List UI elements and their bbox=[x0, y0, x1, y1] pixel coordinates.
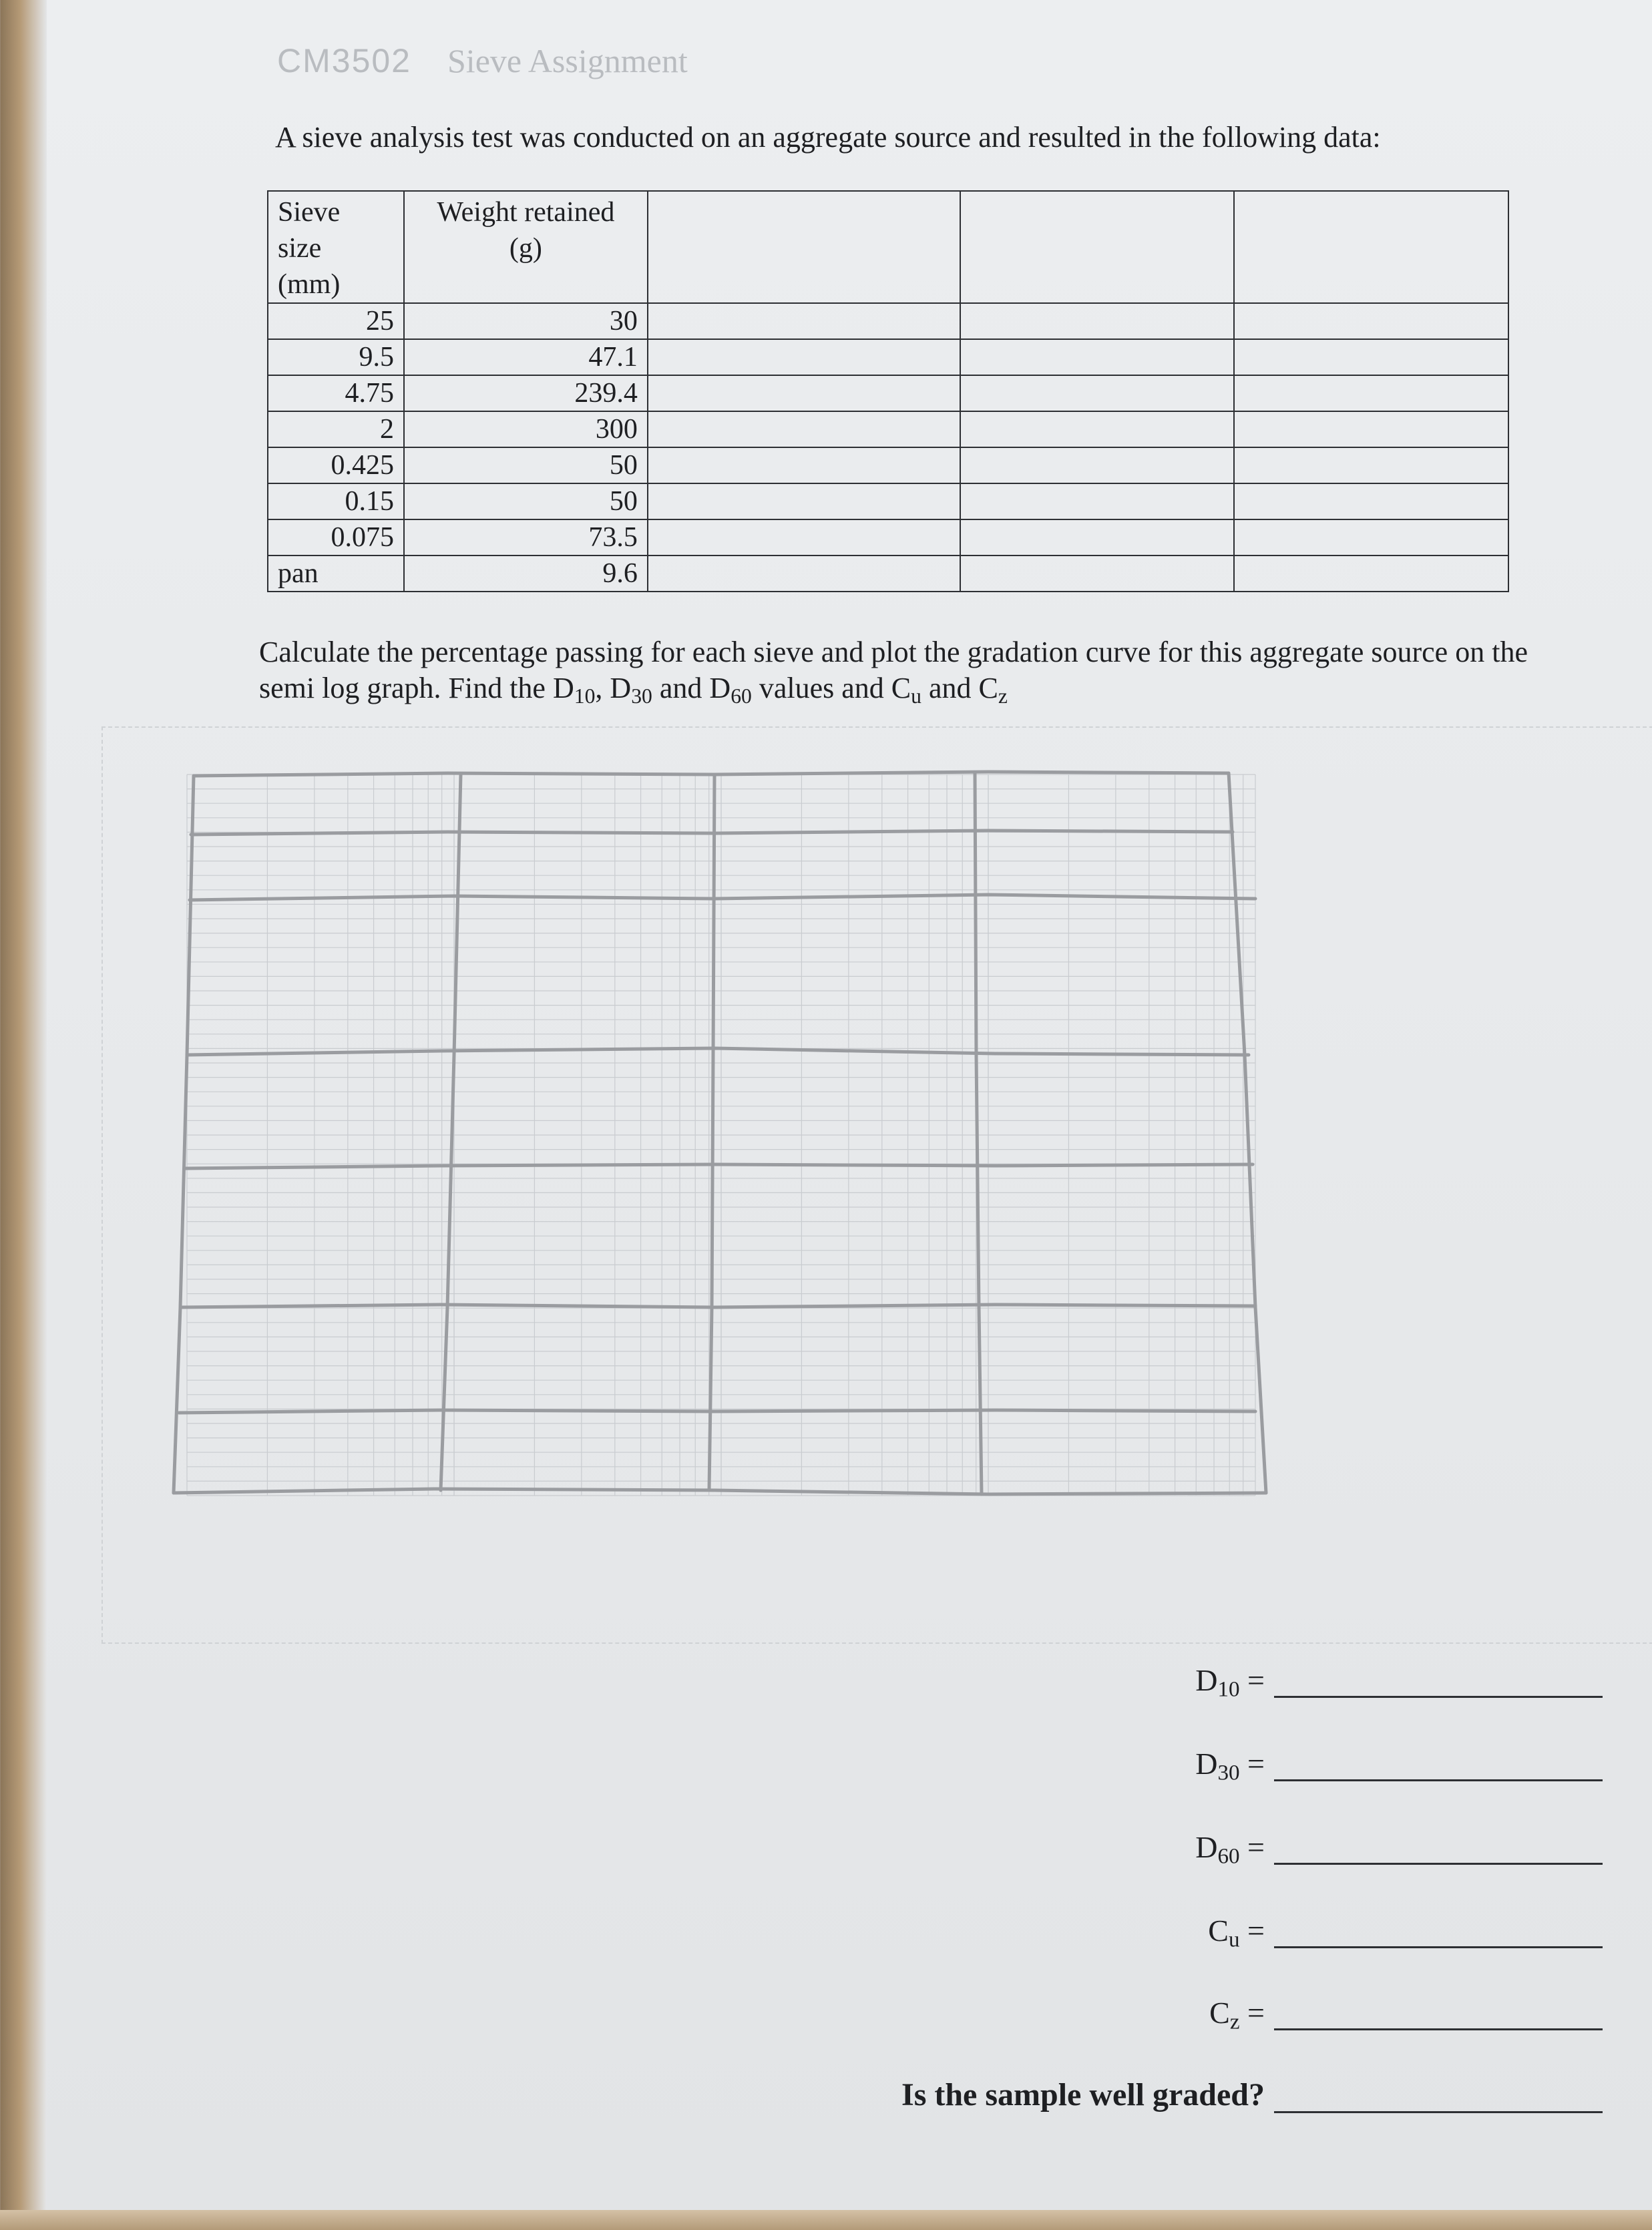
separator: and bbox=[921, 672, 979, 704]
empty-column-header bbox=[648, 191, 960, 303]
empty-cell bbox=[960, 303, 1235, 339]
answer-symbol: D bbox=[1195, 1830, 1218, 1864]
empty-cell bbox=[648, 447, 960, 483]
pencil-horizontal-line bbox=[187, 1048, 1249, 1055]
cu-subscript: u bbox=[911, 684, 921, 708]
pencil-horizontal-line bbox=[184, 1164, 1253, 1168]
pencil-horizontal-line bbox=[190, 895, 1255, 900]
answer-subscript: 30 bbox=[1217, 1760, 1240, 1785]
sieve-size-cell: 25 bbox=[268, 303, 404, 339]
well-graded-question-row bbox=[901, 2076, 1603, 2113]
empty-cell bbox=[648, 339, 960, 375]
empty-cell bbox=[1234, 447, 1508, 483]
table-row bbox=[268, 375, 1508, 411]
sieve-size-cell: 2 bbox=[268, 411, 404, 447]
empty-cell bbox=[960, 483, 1235, 519]
cu-symbol: C bbox=[891, 672, 911, 704]
pencil-horizontal-line bbox=[182, 1305, 1255, 1307]
answer-subscript: 10 bbox=[1217, 1677, 1240, 1702]
weight-cell: 73.5 bbox=[404, 519, 648, 555]
header-sieve-size bbox=[268, 191, 404, 303]
cz-answer-row bbox=[1209, 1995, 1603, 2034]
d60-label bbox=[1195, 1829, 1265, 1869]
empty-cell bbox=[1234, 411, 1508, 447]
sieve-size-cell: 0.075 bbox=[268, 519, 404, 555]
cu-label bbox=[1208, 1913, 1265, 1952]
separator: , bbox=[595, 672, 610, 704]
cz-label bbox=[1209, 1995, 1265, 2034]
pencil-vertical-line bbox=[1229, 773, 1266, 1493]
empty-cell bbox=[1234, 483, 1508, 519]
answer-equals: = bbox=[1239, 1747, 1265, 1781]
d30-answer-row bbox=[1195, 1746, 1603, 1785]
table-header-row bbox=[268, 191, 1508, 303]
empty-cell bbox=[648, 375, 960, 411]
weight-cell: 50 bbox=[404, 447, 648, 483]
answer-equals: = bbox=[1239, 1663, 1265, 1697]
empty-cell bbox=[960, 411, 1235, 447]
d30-subscript: 30 bbox=[631, 684, 652, 708]
answer-subscript: z bbox=[1229, 2009, 1240, 2034]
separator: and bbox=[652, 672, 710, 704]
answer-symbol: C bbox=[1209, 1996, 1230, 2030]
header-sieve-line3: (mm) bbox=[278, 269, 341, 300]
empty-cell bbox=[1234, 303, 1508, 339]
d10-answer-row bbox=[1195, 1662, 1603, 1702]
empty-cell bbox=[960, 555, 1235, 592]
empty-cell bbox=[648, 303, 960, 339]
sieve-size-cell: 0.425 bbox=[268, 447, 404, 483]
fine-grid-lines bbox=[187, 774, 1255, 1496]
header-weight-line1: Weight retained bbox=[437, 197, 615, 228]
empty-cell bbox=[960, 447, 1235, 483]
weight-cell: 30 bbox=[404, 303, 648, 339]
d10-answer-line[interactable] bbox=[1274, 1666, 1603, 1698]
answer-symbol: D bbox=[1195, 1747, 1218, 1781]
answer-subscript: 60 bbox=[1217, 1843, 1240, 1869]
table-row bbox=[268, 411, 1508, 447]
answer-equals: = bbox=[1239, 1914, 1265, 1948]
d60-subscript: 60 bbox=[731, 684, 752, 708]
cu-answer-row bbox=[1208, 1913, 1603, 1952]
weight-cell: 50 bbox=[404, 483, 648, 519]
instructions-mid: values and bbox=[751, 672, 891, 704]
intro-text: A sieve analysis test was conducted on an aggregate source and resulted in the following data: bbox=[275, 121, 1381, 154]
table-row bbox=[268, 339, 1508, 375]
d10-symbol: D bbox=[552, 672, 574, 704]
pencil-vertical-line bbox=[709, 774, 714, 1490]
weight-cell: 47.1 bbox=[404, 339, 648, 375]
sieve-size-cell: pan bbox=[268, 555, 404, 592]
empty-cell bbox=[1234, 339, 1508, 375]
header-weight-retained bbox=[404, 191, 648, 303]
page-header bbox=[277, 41, 688, 80]
cz-symbol: C bbox=[978, 672, 998, 704]
empty-cell bbox=[648, 519, 960, 555]
empty-cell bbox=[1234, 375, 1508, 411]
well-graded-answer-line[interactable] bbox=[1274, 2082, 1603, 2113]
cz-answer-line[interactable] bbox=[1274, 1999, 1603, 2030]
d10-label bbox=[1195, 1662, 1265, 1702]
assignment-title: Sieve Assignment bbox=[447, 42, 688, 79]
header-sieve-line1: Sieve bbox=[278, 197, 341, 228]
well-graded-question: Is the sample well graded? bbox=[901, 2077, 1265, 2112]
d30-label bbox=[1195, 1746, 1265, 1785]
empty-cell bbox=[1234, 519, 1508, 555]
d30-answer-line[interactable] bbox=[1274, 1750, 1603, 1781]
cu-answer-line[interactable] bbox=[1274, 1917, 1603, 1948]
pencil-horizontal-line bbox=[194, 772, 1229, 776]
empty-column-header bbox=[1234, 191, 1508, 303]
empty-cell bbox=[648, 555, 960, 592]
empty-cell bbox=[1234, 555, 1508, 592]
sieve-size-cell: 0.15 bbox=[268, 483, 404, 519]
answer-equals: = bbox=[1239, 1830, 1265, 1864]
table-row bbox=[268, 483, 1508, 519]
cz-subscript: z bbox=[998, 684, 1008, 708]
d60-symbol: D bbox=[709, 672, 731, 704]
sieve-size-cell: 9.5 bbox=[268, 339, 404, 375]
d60-answer-row bbox=[1195, 1829, 1603, 1869]
pencil-horizontal-line bbox=[179, 1410, 1255, 1413]
weight-cell: 9.6 bbox=[404, 555, 648, 592]
empty-cell bbox=[648, 483, 960, 519]
empty-cell bbox=[960, 339, 1235, 375]
header-weight-line2: (g) bbox=[509, 233, 542, 264]
pencil-vertical-line bbox=[174, 776, 194, 1493]
weight-cell: 239.4 bbox=[404, 375, 648, 411]
pencil-vertical-line bbox=[441, 774, 461, 1490]
semi-log-graph bbox=[167, 768, 1275, 1502]
d60-answer-line[interactable] bbox=[1274, 1833, 1603, 1865]
pencil-grid-lines bbox=[174, 772, 1266, 1494]
table-row bbox=[268, 447, 1508, 483]
pencil-horizontal-line bbox=[191, 831, 1233, 835]
table-surface bbox=[0, 2210, 1652, 2230]
table-row bbox=[268, 303, 1508, 339]
answer-symbol: C bbox=[1208, 1914, 1229, 1948]
header-sieve-line2: size bbox=[278, 233, 322, 264]
empty-cell bbox=[648, 411, 960, 447]
answer-equals: = bbox=[1239, 1996, 1265, 2030]
d10-subscript: 10 bbox=[574, 684, 596, 708]
answer-subscript: u bbox=[1228, 1927, 1240, 1952]
table-row bbox=[268, 555, 1508, 592]
weight-cell: 300 bbox=[404, 411, 648, 447]
pencil-horizontal-line bbox=[174, 1489, 1266, 1494]
course-code: CM3502 bbox=[277, 42, 411, 79]
sieve-size-cell: 4.75 bbox=[268, 375, 404, 411]
answer-symbol: D bbox=[1195, 1663, 1218, 1697]
instructions-text bbox=[259, 634, 1528, 706]
empty-column-header bbox=[960, 191, 1235, 303]
empty-cell bbox=[960, 375, 1235, 411]
instructions-main: Calculate the percentage passing for each sieve and plot the gradation curve for this aggregate source on the semi log graph. Find the bbox=[259, 636, 1528, 704]
table-row bbox=[268, 519, 1508, 555]
sieve-data-table bbox=[267, 190, 1509, 592]
answer-section bbox=[868, 1649, 1603, 2116]
d30-symbol: D bbox=[610, 672, 632, 704]
empty-cell bbox=[960, 519, 1235, 555]
